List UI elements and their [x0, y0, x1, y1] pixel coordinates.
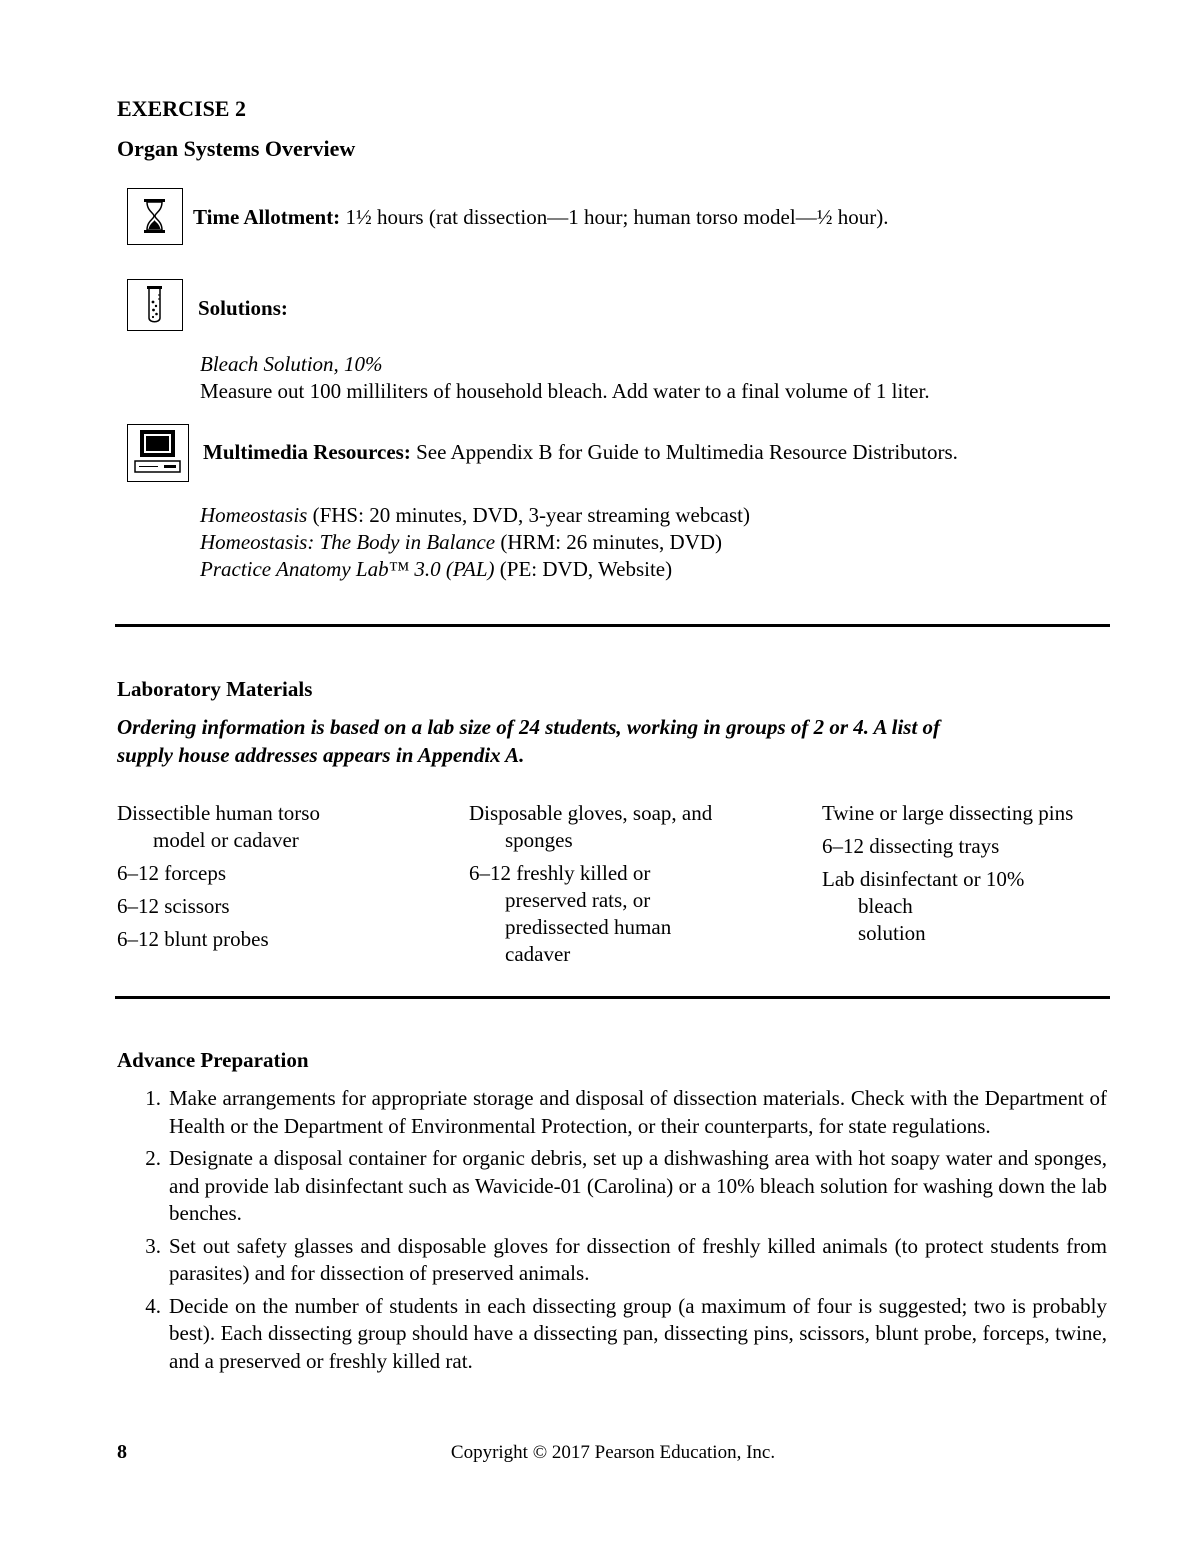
- material-item: 6–12 blunt probes: [117, 927, 269, 951]
- materials-column-3: [822, 800, 1073, 953]
- list-item: 3. Set out safety glasses and disposable gloves for dissection of freshly killed animals (to protect students from parasites) and for dissection of preserved animals.: [145, 1233, 1107, 1285]
- material-item: 6–12 freshly killed or preserved rats, or predissected human cadaver: [469, 861, 672, 966]
- resource-item: Homeostasis: The Body in Balance (HRM: 26 minutes, DVD): [200, 530, 723, 554]
- material-item: Twine or large dissecting pins: [822, 801, 1074, 825]
- computer-icon: [127, 424, 189, 482]
- page-title: Organ Systems Overview: [117, 136, 356, 161]
- solution-text: Measure out 100 milliliters of household bleach. Add water to a final volume of 1 liter.: [200, 379, 930, 403]
- resource-item: Practice Anatomy Lab™ 3.0 (PAL) (PE: DVD, Website): [200, 557, 673, 581]
- copyright: Copyright © 2017 Pearson Education, Inc.: [450, 1442, 776, 1463]
- multimedia-text: See Appendix B for Guide to Multimedia Resource Distributors.: [410, 440, 958, 464]
- lab-materials-heading: Laboratory Materials: [117, 677, 313, 701]
- list-item: 1. Make arrangements for appropriate storage and disposal of dissection materials. Check with the Department of Health or the Department of Environmental Protection, or their counterparts, for state regulations.: [145, 1086, 1107, 1138]
- solutions-label: Solutions:: [198, 296, 288, 320]
- materials-column-2: [469, 800, 712, 974]
- list-item: 2. Designate a disposal container for organic debris, set up a dishwashing area with hot soapy water and sponges, and provide lab disinfectant such as Wavicide-01 (Carolina) or a 10% bleach solution for washing down the lab benches.: [145, 1146, 1107, 1225]
- material-item: 6–12 scissors: [117, 894, 230, 918]
- test-tube-icon: [127, 279, 183, 331]
- material-item: Disposable gloves, soap, and sponges: [469, 801, 713, 852]
- materials-column-1: [117, 800, 320, 959]
- material-item: 6–12 dissecting trays: [822, 834, 1000, 858]
- solution-title: Bleach Solution, 10%: [200, 352, 383, 376]
- time-allotment: [193, 205, 888, 230]
- material-item: Lab disinfectant or 10% bleach solution: [822, 867, 1025, 945]
- advance-preparation-list: [117, 1085, 1107, 1380]
- list-item: 4. Decide on the number of students in each dissecting group (a maximum of four is suggested; two is probably best). Each dissecting group should have a dissecting pan, dissecting pins, scissors, blunt probe, forceps, twine, and a preserved or freshly killed rat.: [145, 1293, 1107, 1373]
- time-allotment-text: 1½ hours (rat dissection—1 hour; human torso model—½ hour).: [340, 205, 889, 229]
- material-item: Dissectible human torso model or cadaver: [117, 801, 320, 852]
- resource-item: Homeostasis (FHS: 20 minutes, DVD, 3-year streaming webcast): [200, 503, 751, 527]
- multimedia: [203, 440, 958, 465]
- advance-preparation-heading: Advance Preparation: [117, 1048, 309, 1072]
- material-item: 6–12 forceps: [117, 861, 227, 885]
- hourglass-icon: [127, 188, 183, 245]
- resource-list: [200, 502, 750, 583]
- section-divider: [115, 996, 1110, 999]
- section-divider: [115, 624, 1110, 627]
- exercise-number: EXERCISE 2: [117, 96, 246, 121]
- multimedia-label: Multimedia Resources:: [203, 440, 411, 464]
- page-number: 8: [117, 1441, 127, 1463]
- time-allotment-label: Time Allotment:: [193, 205, 341, 229]
- ordering-info: Ordering information is based on a lab size of 24 students, working in groups of 2 or 4. A list of supply house addresses appears in Appendix A.: [117, 715, 941, 767]
